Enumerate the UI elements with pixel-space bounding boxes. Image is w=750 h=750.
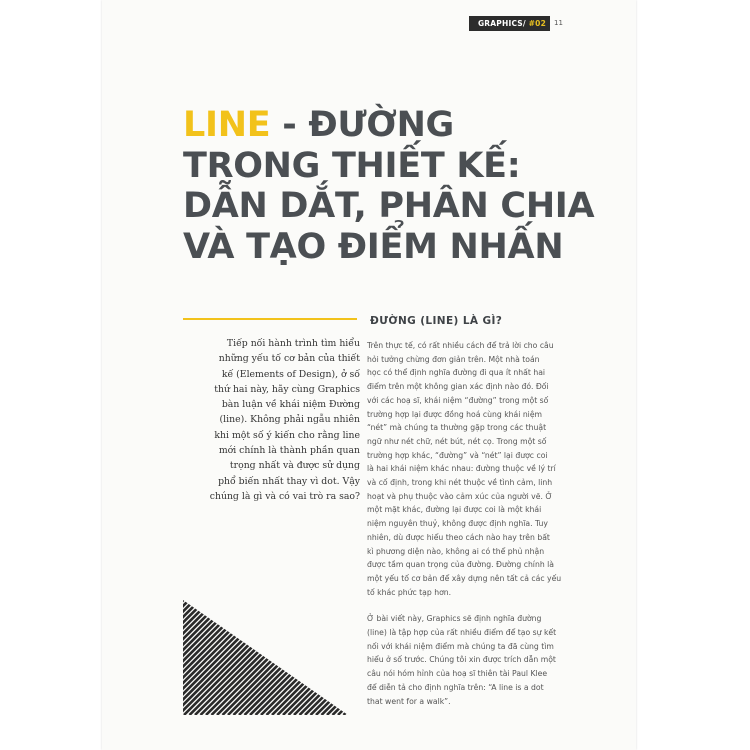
- body-line: that went for a walk”.: [367, 696, 451, 706]
- issue-number: #02: [528, 19, 546, 28]
- hatch-line: [327, 600, 348, 715]
- body-paragraph-1: [367, 339, 589, 599]
- body-line: Ở bài viết này, Graphics sẽ định nghĩa đường: [367, 614, 542, 624]
- intro-line: những yếu tố cơ bản của thiết: [218, 353, 360, 365]
- body-line: Trên thực tế, có rất nhiều cách để trả lời cho câu: [367, 341, 554, 350]
- body-line: kì phương diện nào, không ai có thể phủ nhận: [367, 546, 545, 556]
- intro-line: (line). Không phải ngẫu nhiên: [219, 414, 360, 426]
- body-paragraph-2: [367, 612, 589, 708]
- section-name: GRAPHICS: [477, 19, 523, 28]
- title-line-2: TRONG THIẾT KẾ:: [183, 145, 521, 186]
- page-number: 11: [554, 19, 563, 27]
- body-line: nhiên, dù được hiểu theo cách nào hay trên bất: [367, 532, 550, 542]
- intro-line: kế (Elements of Design), ở số: [221, 368, 360, 380]
- section-separator: /: [522, 19, 529, 28]
- article-title: [183, 105, 603, 267]
- body-line: “nét” mà chúng ta thường gặp trong các thuật: [367, 423, 547, 433]
- body-line: là hai khái niệm khác nhau: đường thuộc về lý trí: [367, 464, 556, 474]
- body-line: một yếu tố cơ bản để xây dựng nên tất cả các yếu: [367, 573, 562, 583]
- body-line: được tầm quan trọng của đường. Đường chính là: [367, 560, 554, 570]
- body-line: học có thể định nghĩa đường đi qua ít nhất hai: [367, 368, 546, 378]
- title-highlight: LINE: [183, 105, 271, 145]
- body-line: và cố định, trong khi nét thuộc về tình cảm, linh: [367, 478, 553, 488]
- hatched-triangle-decoration: [183, 600, 348, 715]
- triangle-hatch-lines: [183, 600, 348, 715]
- body-line: trường hợp lại được đồng hoá cùng khái niệm: [367, 409, 543, 419]
- intro-paragraph: [182, 336, 360, 504]
- intro-line: bàn luận về khái niệm Đường: [221, 399, 360, 411]
- section-heading: ĐƯỜNG (LINE) LÀ GÌ?: [370, 315, 503, 327]
- intro-line: trọng nhất và được sử dụng: [229, 460, 360, 472]
- title-line-3: DẪN DẮT, PHÂN CHIA: [183, 186, 595, 226]
- body-line: một mặt khác, đường lại được coi là một khái: [367, 505, 542, 515]
- accent-rule: [183, 318, 357, 320]
- body-line: niệm nguyên thuỷ, không được định nghĩa. Tuy: [367, 519, 548, 529]
- hatch-line: [344, 600, 349, 715]
- intro-line: thứ hai này, hãy cùng Graphics: [214, 383, 360, 395]
- title-line-4: VÀ TẠO ĐIỂM NHẤN: [183, 226, 564, 267]
- body-line: hỏi tưởng chừng đơn giản trên. Một nhà toán: [367, 354, 540, 364]
- body-line: để diễn tả cho định nghĩa trên: “A line is a dot: [367, 682, 544, 692]
- intro-line: chúng là gì và có vai trò ra sao?: [209, 490, 360, 502]
- intro-line: mới chính là thành phần quan: [218, 445, 360, 457]
- body-line: trường hợp khác, “đường” và “nét” lại được coi: [367, 450, 548, 460]
- hatch-line: [333, 600, 349, 715]
- hatch-line: [338, 600, 348, 715]
- body-line: (line) là tập hợp của rất nhiều điểm để tạo sự kết: [367, 628, 557, 638]
- section-badge: [469, 16, 550, 31]
- body-line: với các hoạ sĩ, khái niệm “đường” trong một số: [367, 395, 549, 405]
- body-line: hiểu ở số trước. Chúng tôi xin được trích dẫn một: [367, 655, 556, 665]
- body-line: điểm trên một không gian xác định nào đó. Đối: [367, 382, 549, 392]
- body-line: hoạt và phụ thuộc vào cảm xúc của người vẽ. Ở: [367, 491, 553, 501]
- hatch-line: [322, 600, 349, 715]
- body-line: câu nói hóm hỉnh của hoạ sĩ thiên tài Paul Klee: [367, 669, 548, 679]
- body-line: ngữ như nét chữ, nét bút, nét cọ. Trong một số: [367, 436, 547, 446]
- body-column: [367, 339, 589, 708]
- intro-line: phổ biến nhất thay vì dot. Vậy: [218, 475, 360, 487]
- title-line-1-rest: - ĐƯỜNG: [270, 105, 454, 145]
- body-line: nối với khái niệm điểm mà chúng ta đã cùng tìm: [367, 641, 554, 651]
- intro-line: khi một số ý kiến cho rằng line: [214, 429, 360, 441]
- intro-line: Tiếp nối hành trình tìm hiểu: [226, 338, 360, 349]
- body-line: tố khác phức tạp hơn.: [367, 587, 452, 597]
- title-line-1: [183, 105, 603, 146]
